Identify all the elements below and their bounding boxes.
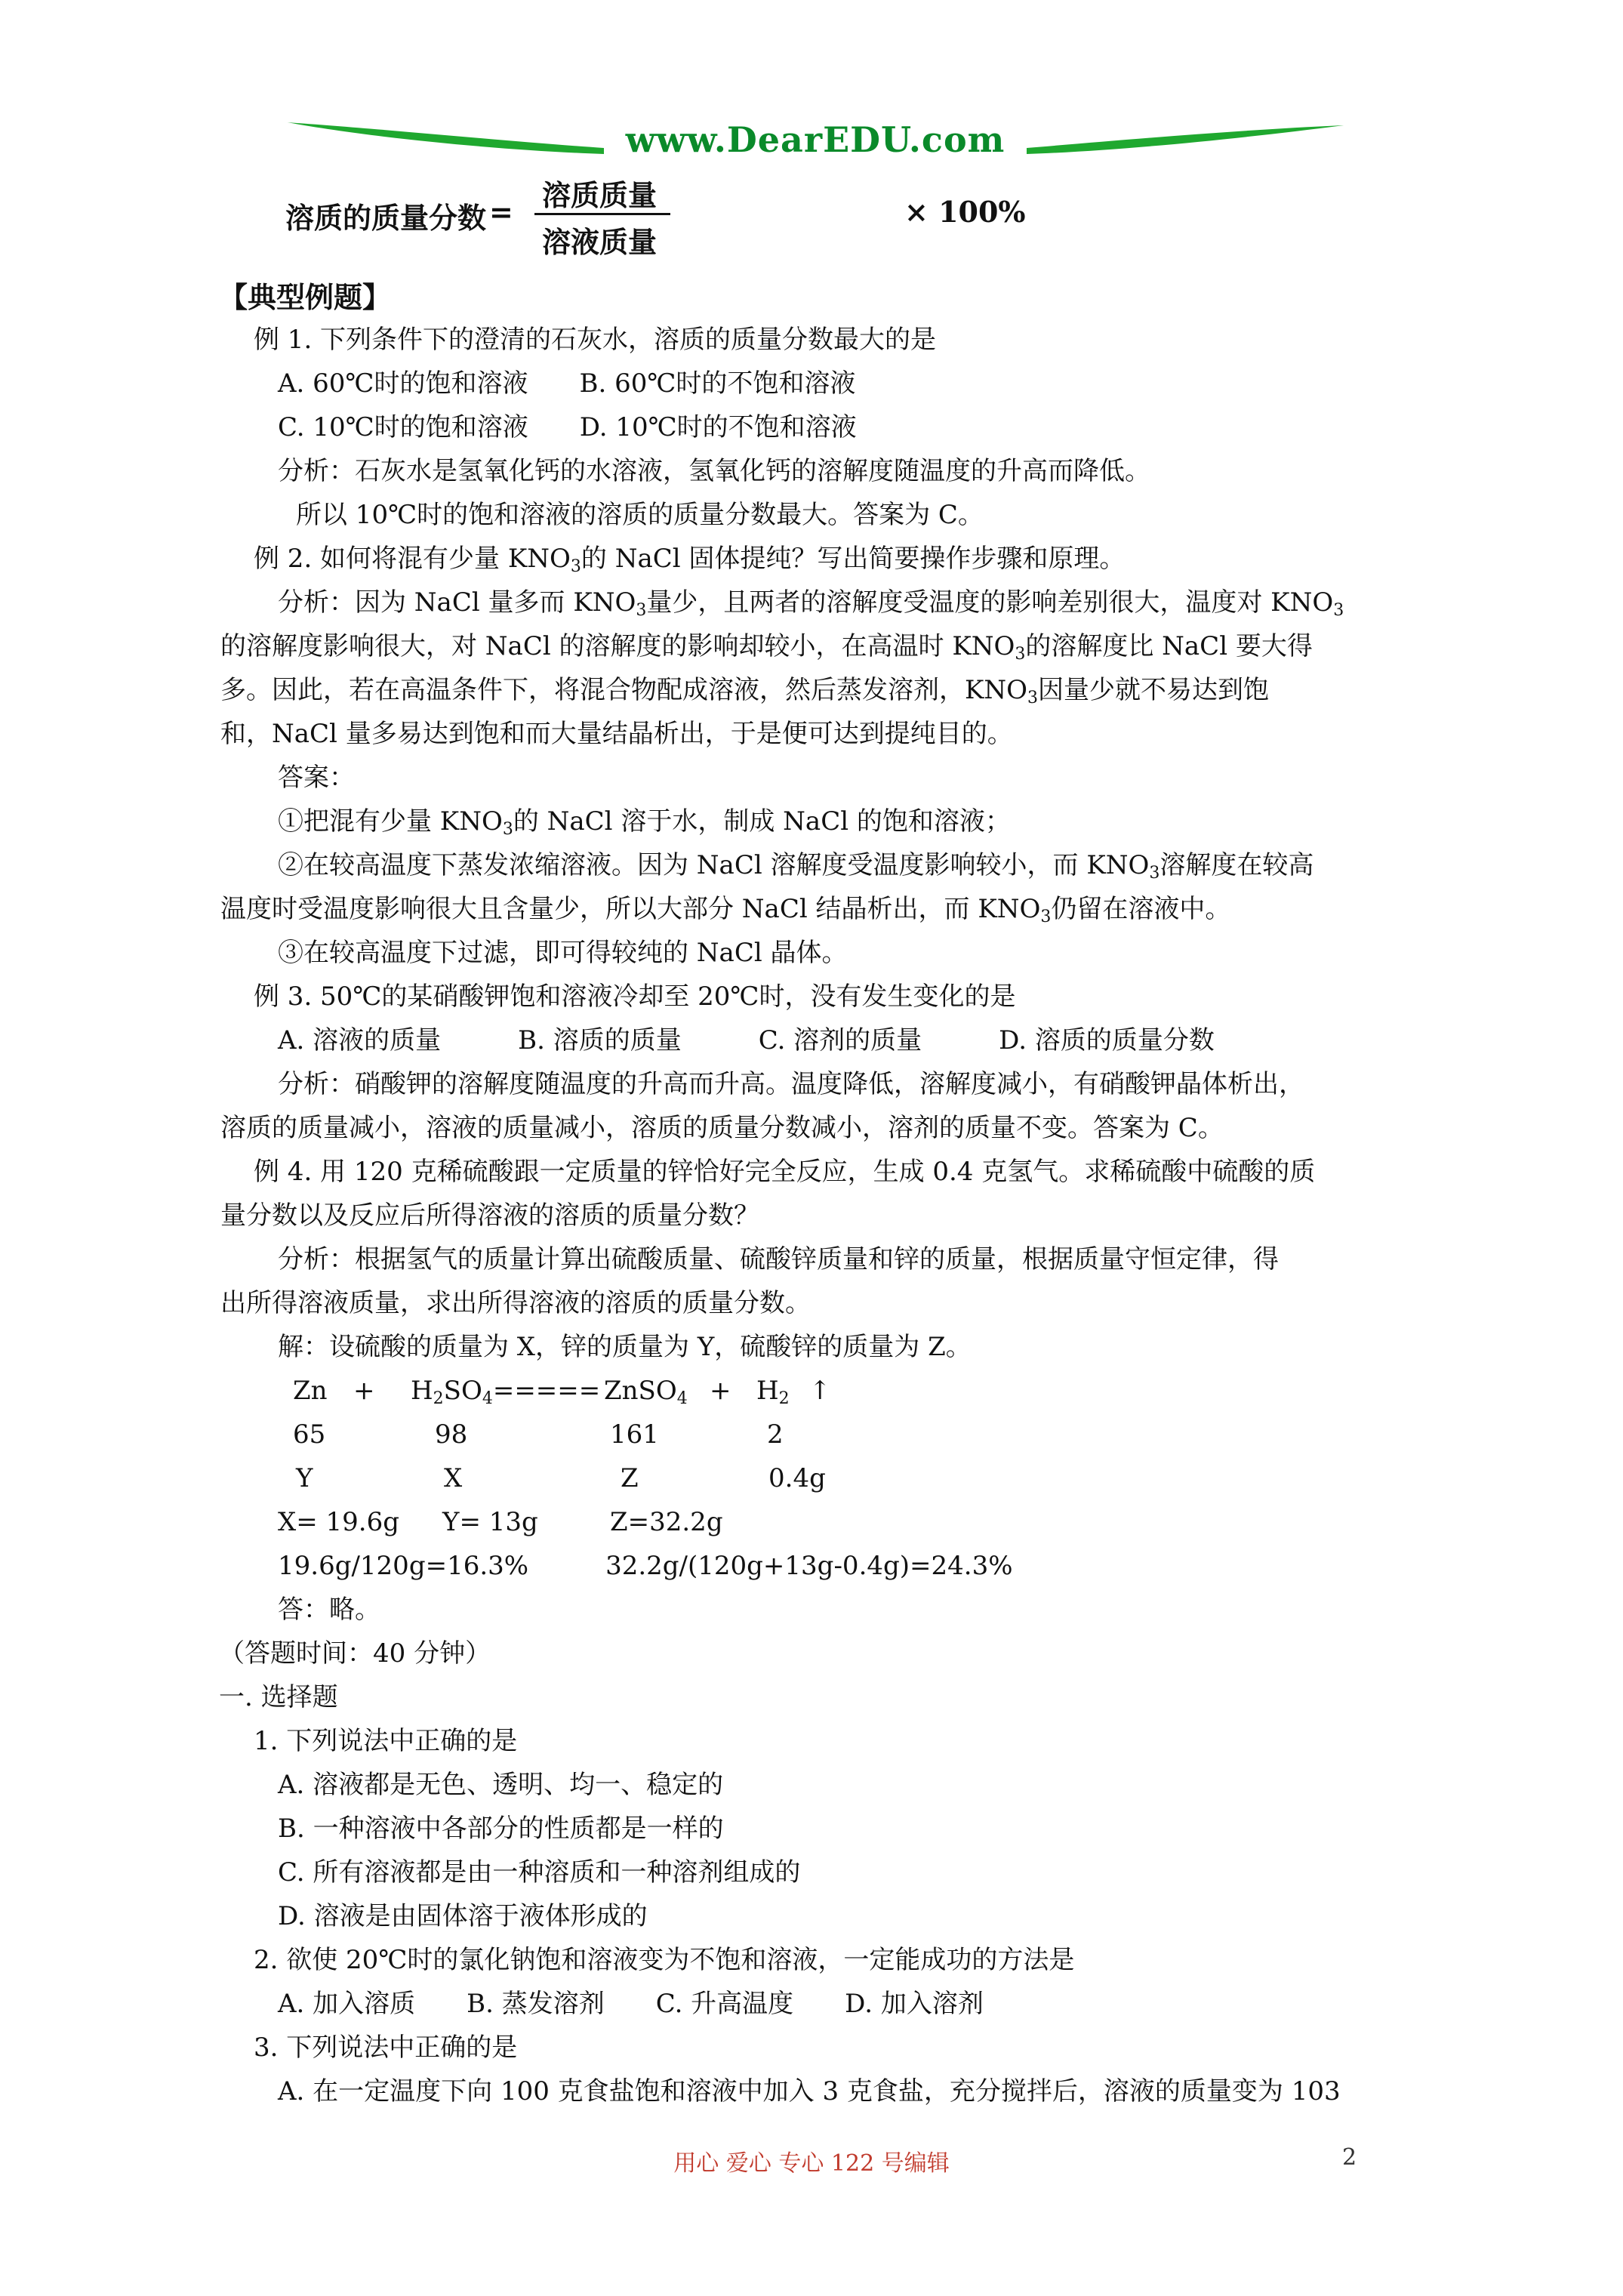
example-2-analysis-line2: 的溶解度影响很大，对 NaCl 的溶解度的影响却较小，在高温时 $KNO_3$的溶解度比 NaCl 要大得 — [220, 631, 1313, 664]
formula-times-100: × 100% — [904, 195, 1026, 229]
question-1-option-b: B. 一种溶液中各部分的性质都是一样的 — [278, 1814, 724, 1844]
example-2-step-2: ②在较高温度下蒸发浓缩溶液。因为 NaCl 溶解度受温度影响较小，而 $KNO_3$溶解度在较高 — [278, 850, 1314, 883]
example-4-analysis: 分析：根据氢气的质量计算出硫酸质量、硫酸锌质量和锌的质量，根据质量守恒定律，得 — [278, 1244, 1279, 1274]
question-1: 1. 下列说法中正确的是 — [254, 1726, 518, 1756]
example-2-analysis-line4: 和，NaCl 量多易达到饱和而大量结晶析出，于是便可达到提纯目的。 — [220, 719, 1013, 749]
example-4-analysis-cont: 出所得溶液质量，求出所得溶液的溶质的质量分数。 — [220, 1288, 811, 1318]
example-3-analysis: 分析：硝酸钾的溶解度随温度的升高而升高。温度降低，溶解度减小，有硝酸钾晶体析出， — [278, 1069, 1304, 1099]
example-2-question: 例 2. 如何将混有少量 $KNO_3$的 NaCl 固体提纯？写出简要操作步骤和原理。 — [254, 544, 1126, 576]
section-choice-questions: 一. 选择题 — [219, 1682, 338, 1712]
formula-lhs: 溶质的质量分数 — [285, 201, 487, 235]
question-1-option-c: C. 所有溶液都是由一种溶质和一种溶剂组成的 — [278, 1857, 801, 1888]
formula-equals: = — [489, 195, 513, 229]
answer-time: （答题时间：40 分钟） — [219, 1638, 491, 1669]
document-page: www.DearEDU.com 溶质的质量分数 = 溶质质量 溶液质量 × 100% 【典型例题】 例 1. 下列条件下的澄清的石灰水，溶质的质量分数最大的是 A. 60℃时的饱和溶液 B. 60℃时的不饱和溶液 C. 10℃时的饱和溶液 D. 10℃时的不饱和溶液 分析：石灰水是氢氧化钙的水溶液，氢氧化钙的溶解度随温度的升高而降低。 所以 10℃时的饱和溶液的溶质的质量分数最大。答案为 C。 例 2. 如何将混有少量 $KNO_3$的 NaCl 固体提纯？写出简要操作步骤和原理。 分析：因为 NaCl 量多而 $KNO_3$量少，且两者的溶解度受温度的影响差别很大，温度对 $KNO_3$ 的溶解度影响很大，对 NaCl 的溶解度的影响却较小，在高温时 $KNO_3$的溶解度比 NaCl 要大得 多。因此，若在高温条件下，将混合物配成溶液，然后蒸发溶剂，$KNO_3$因量少就不易达到饱 和，NaCl 量多易达到饱和而大量结晶析出，于是便可达到提纯目的。 答案： ①把混有少量 $KNO_3$的 NaCl 溶于水，制成 NaCl 的饱和溶液； ②在较高温度下蒸发浓缩溶液。因为 NaCl 溶解度受温度影响较小，而 $KNO_3$溶解度在较高 温度时受温度影响很大且含量少，所以大部分 NaCl 结晶析出，而 $KNO_3$仍留在溶液中。 ③在较高温度下过滤，即可得较纯的 NaCl 晶体。 例 3. 50℃的某硝酸钾饱和溶液冷却至 20℃时，没有发生变化的是 A. 溶液的质量 B. 溶质的质量 C. 溶剂的质量 D. 溶质的质量分数 分析：硝酸钾的溶解度随温度的升高而升高。温度降低，溶解度减小，有硝酸钾晶体析出， 溶质的质量减小，溶液的质量减小，溶质的质量分数减小，溶剂的质量不变。答案为 C。 例 4. 用 120 克稀硫酸跟一定质量的锌恰好完全反应，生成 0.4 克氢气。求稀硫酸中硫酸的质 量分数以及反应后所得溶液的溶质的质量分数？ 分析：根据氢气的质量计算出硫酸质量、硫酸锌质量和锌的质量，根据质量守恒定律，得 出所得溶液质量，求出所得溶液的溶质的质量分数。 解：设硫酸的质量为 X，锌的质量为 Y，硫酸锌的质量为 Z。 Zn + $H_2SO_4=====$ ZnSO$_4$ + $H_2$ ↑ 65 98 161 2 Y X Z 0.4g X= 19.6g Y= 13g Z=32.2g 19.6g/120g=16.3% 32.2g/(120g+13g-0.4g)=24.3% 答：略。 （答题时间：40 分钟） 一. 选择题 1. 下列说法中正确的是 A. 溶液都是无色、透明、均一、稳定的 B. 一种溶液中各部分的性质都是一样的 C. 所有溶液都是由一种溶质和一种溶剂组成的 D. 溶液是由固体溶于液体形成的 2. 欲使 20℃时的氯化钠饱和溶液变为不饱和溶液，一定能成功的方法是 A. 加入溶质 B. 蒸发溶剂 C. 升高温度 D. 加入溶剂 3. 下列说法中正确的是 A. 在一定温度下向 100 克食盐饱和溶液中加入 3 克食盐，充分搅拌后，溶液的质量变为 103 用心 爱心 专心 122 号编辑 2 — [0, 0, 1623, 2296]
percent-calculation: 19.6g/120g=16.3% 32.2g/(120g+13g-0.4g)=24.3% — [278, 1551, 1013, 1581]
formula-numerator: 溶质质量 — [542, 178, 658, 212]
question-3-option-a: A. 在一定温度下向 100 克食盐饱和溶液中加入 3 克食盐，充分搅拌后，溶液的质量变为 103 — [278, 2076, 1341, 2106]
example-4-question: 例 4. 用 120 克稀硫酸跟一定质量的锌恰好完全反应，生成 0.4 克氢气。求稀硫酸中硫酸的质 — [254, 1157, 1316, 1187]
example-2-answer-label: 答案： — [278, 763, 355, 793]
example-1-answer: 所以 10℃时的饱和溶液的溶质的质量分数最大。答案为 C。 — [296, 500, 984, 530]
example-2-step-2-cont: 温度时受温度影响很大且含量少，所以大部分 NaCl 结晶析出，而 $KNO_3$仍留在溶液中。 — [220, 894, 1231, 926]
formula-denominator: 溶液质量 — [542, 225, 658, 259]
example-1-options-ab: A. 60℃时的饱和溶液 B. 60℃时的不饱和溶液 — [278, 368, 856, 399]
question-1-option-a: A. 溶液都是无色、透明、均一、稳定的 — [278, 1770, 724, 1800]
question-2-options: A. 加入溶质 B. 蒸发溶剂 C. 升高温度 D. 加入溶剂 — [278, 1989, 984, 2019]
example-1-analysis: 分析：石灰水是氢氧化钙的水溶液，氢氧化钙的溶解度随温度的升高而降低。 — [278, 456, 1150, 486]
example-1-question: 例 1. 下列条件下的澄清的石灰水，溶质的质量分数最大的是 — [254, 325, 937, 355]
fraction-bar — [534, 213, 670, 215]
example-2-analysis-line1: 分析：因为 NaCl 量多而 $KNO_3$量少，且两者的溶解度受温度的影响差别很大，温度对 $KNO_3$ — [278, 587, 1344, 620]
footer-credit: 用心 爱心 专心 122 号编辑 — [673, 2150, 950, 2177]
example-2-analysis-line3: 多。因此，若在高温条件下，将混合物配成溶液，然后蒸发溶剂，$KNO_3$因量少就不易达到饱 — [220, 675, 1270, 707]
example-1-options-cd: C. 10℃时的饱和溶液 D. 10℃时的不饱和溶液 — [278, 412, 857, 442]
example-4-solution-intro: 解：设硫酸的质量为 X，锌的质量为 Y，硫酸锌的质量为 Z。 — [278, 1332, 972, 1362]
site-banner — [287, 113, 1344, 166]
example-2-step-3: ③在较高温度下过滤，即可得较纯的 NaCl 晶体。 — [278, 938, 848, 968]
example-3-question: 例 3. 50℃的某硝酸钾饱和溶液冷却至 20℃时，没有发生变化的是 — [254, 982, 1016, 1012]
question-1-option-d: D. 溶液是由固体溶于液体形成的 — [278, 1901, 648, 1931]
question-3: 3. 下列说法中正确的是 — [254, 2032, 518, 2063]
question-2: 2. 欲使 20℃时的氯化钠饱和溶液变为不饱和溶液，一定能成功的方法是 — [254, 1945, 1075, 1975]
section-title: 【典型例题】 — [219, 280, 392, 314]
example-2-step-1: ①把混有少量 $KNO_3$的 NaCl 溶于水，制成 NaCl 的饱和溶液； — [278, 806, 1011, 839]
gas-arrow-icon: ↑ — [809, 1376, 831, 1406]
example-4-answer: 答：略。 — [278, 1595, 380, 1625]
site-logo-text: www.DearEDU.com — [625, 119, 1006, 160]
page-number: 2 — [1342, 2144, 1357, 2171]
example-3-analysis-cont: 溶质的质量减小，溶液的质量减小，溶质的质量分数减小，溶剂的质量不变。答案为 C。 — [220, 1113, 1224, 1143]
example-4-question-cont: 量分数以及反应后所得溶液的溶质的质量分数？ — [220, 1200, 759, 1231]
example-3-options: A. 溶液的质量 B. 溶质的质量 C. 溶剂的质量 D. 溶质的质量分数 — [278, 1025, 1215, 1056]
